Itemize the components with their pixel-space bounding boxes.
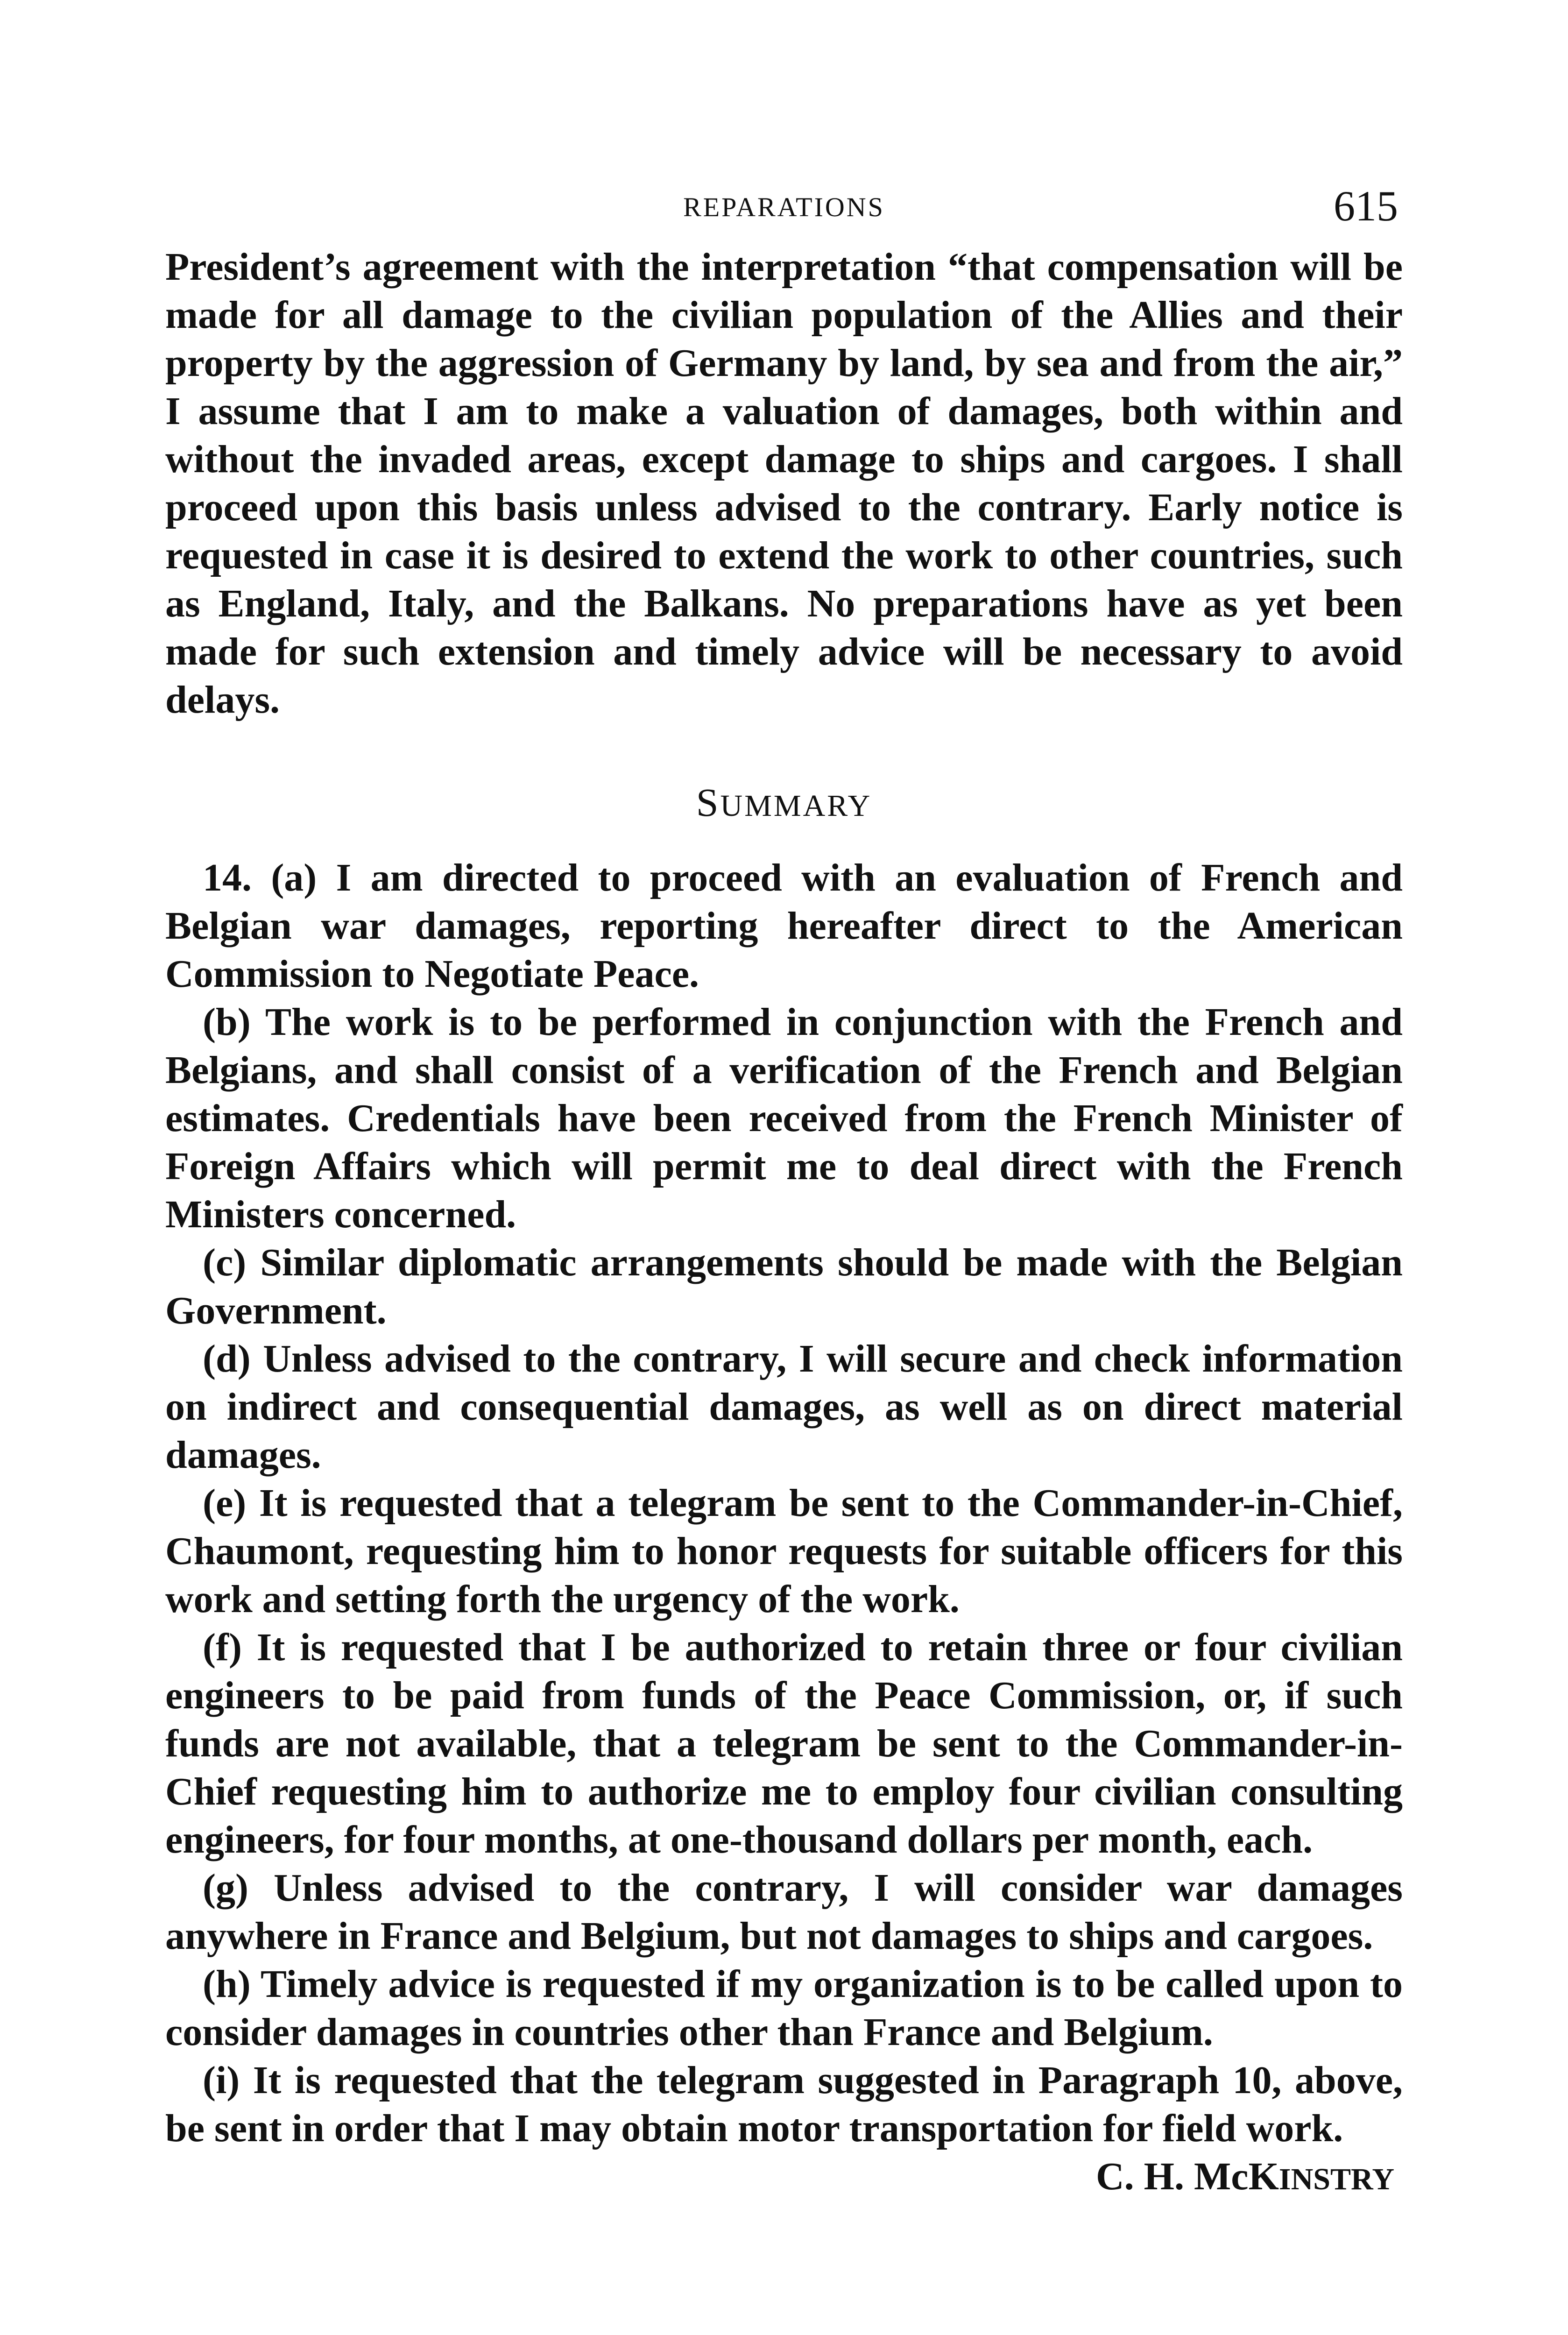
summary-item-a: 14. (a) I am directed to proceed with an evaluation of French and Belgian war damages, reporting hereafter direct to the American Commission to Negotiate Peace. [165, 856, 1403, 996]
summary-item-i: (i) It is requested that the telegram suggested in Paragraph 10, above, be sent in order that I may obtain motor transportation for field work. [165, 2059, 1403, 2150]
summary-item-d: (d) Unless advised to the contrary, I will secure and check information on indirect and consequential damages, as well as on direct material damages. [165, 1337, 1403, 1477]
summary-heading-initial: S [696, 780, 720, 825]
signature-surname-rest: INSTRY [1278, 2162, 1394, 2196]
summary-item-e: (e) It is requested that a telegram be sent to the Commander-in-Chief, Chaumont, requesting him to honor requests for suitable officers for this work and setting forth the urgency of the work. [165, 1481, 1403, 1621]
running-title: REPARATIONS [683, 192, 885, 222]
summary-item-b: (b) The work is to be performed in conjunction with the French and Belgians, and shall consist of a verification of the French and Belgian estimates. Credentials have been received from the French Minister of Foreign Affairs which will permit me to deal direct with the French Ministers concerned. [165, 1000, 1403, 1236]
summary-heading [165, 779, 1403, 826]
summary-heading-rest: UMMARY [720, 789, 872, 823]
signature-surname-initial: K [1248, 2155, 1279, 2198]
page-number: 615 [1334, 182, 1398, 230]
signature [165, 2152, 1394, 2203]
summary-item-c: (c) Similar diplomatic arrangements should be made with the Belgian Government. [165, 1241, 1403, 1332]
summary-item-g: (g) Unless advised to the contrary, I will consider war damages anywhere in France and Belgium, but not damages to ships and cargoes. [165, 1866, 1403, 1958]
signature-initials: C. H. Mc [1095, 2155, 1249, 2198]
summary-item-f: (f) It is requested that I be authorized to retain three or four civilian engineers to be paid from funds of the Peace Commission, or, if such funds are not available, that a telegram be sent to the Commander-in-Chief requesting him to authorize me to employ four civilian consulting engineers, for four months, at one-thousand dollars per month, each. [165, 1626, 1403, 1861]
document-page [165, 173, 1403, 2203]
intro-paragraph: President’s agreement with the interpretation “that compensation will be made for all damage to the civilian population of the Allies and their property by the aggression of Germany by land, by sea and from the air,” I assume that I am to make a valuation of damages, both within and without the invaded areas, except damage to ships and cargoes. I shall proceed upon this basis unless advised to the contrary. Early notice is requested in case it is desired to extend the work to other countries, such as England, Italy, and the Balkans. No preparations have as yet been made for such extension and timely advice will be necessary to avoid delays. [165, 245, 1403, 722]
running-head [165, 173, 1403, 229]
summary-item-h: (h) Timely advice is requested if my organization is to be called upon to consider damages in countries other than France and Belgium. [165, 1962, 1403, 2054]
